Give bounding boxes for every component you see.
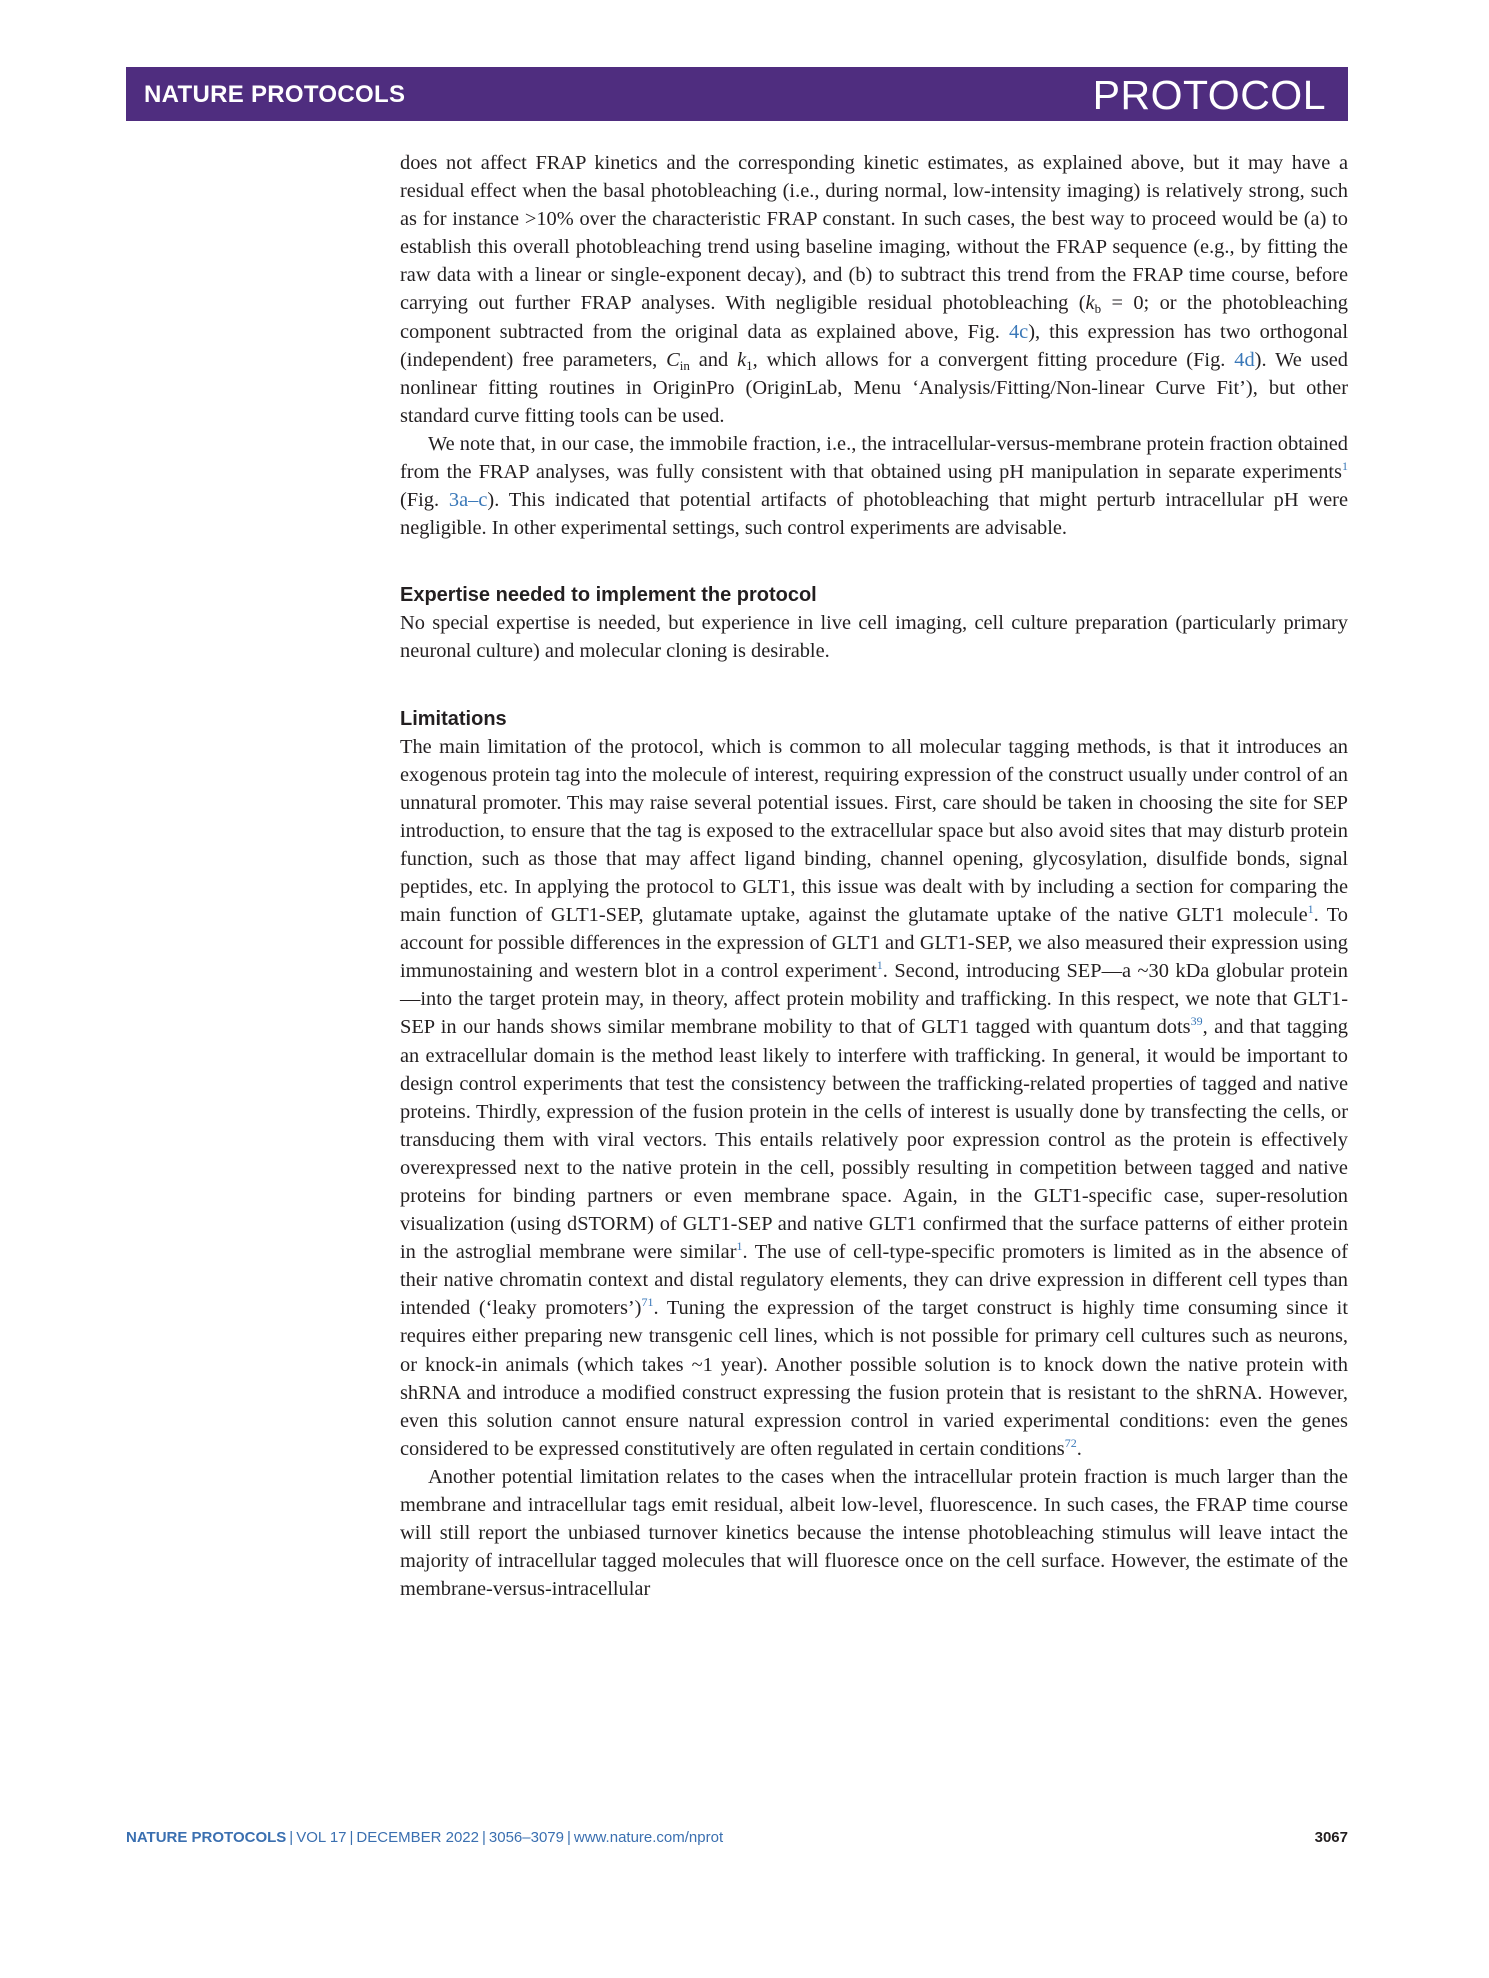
citation-link[interactable]: 1	[1307, 902, 1314, 917]
section-spacer	[400, 542, 1348, 581]
article-type-label: PROTOCOL	[1092, 72, 1326, 118]
citation-link[interactable]: 1	[736, 1239, 743, 1254]
paragraph-limitations-main: The main limitation of the protocol, which is common to all molecular tagging methods, is that it introduces an exogenous protein tag into the molecule of interest, requiring expression of the construct usually under control of an unnatural promoter. This may raise several potential issues. First, care should be taken in choosing the site for SEP introduction, to ensure that the tag is exposed to the extracellular space but also avoid sites that may disturb protein function, such as those that may affect ligand binding, channel opening, glycosylation, disulfide bonds, signal peptides, etc. In applying the protocol to GLT1, this issue was dealt with by including a section for comparing the main function of GLT1-SEP, glutamate uptake, against the glutamate uptake of the native GLT1 molecule$^1$. To account for possible differences in the expression of GLT1 and GLT1-SEP, we also measured their expression using immunostaining and western blot in a control experiment$^1$. Second, introducing SEP—a ~30 kDa globular protein—into the target protein may, in theory, affect protein mobility and trafficking. In this respect, we note that GLT1-SEP in our hands shows similar membrane mobility to that of GLT1 tagged with quantum dots$^{39}$, and that tagging an extracellular domain is the method least likely to interfere with trafficking. In general, it would be important to design control experiments that test the consistency between the trafficking-related properties of tagged and native proteins. Thirdly, expression of the fusion protein in the cells of interest is usually done by transfecting the cells, or transducing them with viral vectors. This entails relatively poor expression control as the protein is effectively overexpressed next to the native protein in the cell, possibly resulting in competition between tagged and native proteins for binding partners or even membrane space. Again, in the GLT1-specific case, super-resolution visualization (using dSTORM) of GLT1-SEP and native GLT1 confirmed that the surface patterns of either protein in the astroglial membrane were similar$^1$. The use of cell-type-specific promoters is limited as in the absence of their native chromatin context and distal regulatory elements, they can drive expression in different cell types than intended (‘leaky promoters’)$^{71}$. Tuning the expression of the target construct is highly time consuming since it requires either preparing new transgenic cell lines, which is not possible for primary cell cultures such as neurons, or knock-in animals (which takes ~1 year). Another possible solution is to knock down the native protein with shRNA and introduce a modified construct expressing the fusion protein that is resistant to the shRNA. However, even this solution cannot ensure natural expression control in varied experimental conditions: even the genes considered to be expressed constitutively are often regulated in certain conditions$^{72}$.	[400, 735, 1348, 1460]
citation-link[interactable]: 39	[1190, 1014, 1203, 1029]
section-spacer	[400, 666, 1348, 705]
footer-pages: 3056–3079	[488, 1829, 564, 1846]
paragraph-photobleaching: does not affect FRAP kinetics and the corresponding kinetic estimates, as explained above, but it may have a residual effect when the basal photobleaching (i.e., during normal, low-intensity imaging) is relatively strong, such as for instance >10% over the characteristic FRAP constant. In such cases, the best way to proceed would be (a) to establish this overall photobleaching trend using baseline imaging, without the FRAP sequence (e.g., by fitting the raw data with a linear or single-exponent decay), and (b) to subtract this trend from the FRAP time course, before carrying out further FRAP analyses. With negligible residual photobleaching ($k_b = 0$; or the photobleaching component subtracted from the original data as explained above, Fig. 4c), this expression has two orthogonal (independent) free parameters, $C_{in}$ and $k_1$, which allows for a convergent fitting procedure (Fig. 4d). We used nonlinear fitting routines in OriginPro (OriginLab, Menu ‘Analysis/Fitting/Non-linear Curve Fit’), but other standard curve fitting tools can be used.	[400, 152, 1349, 427]
footer-separator: |	[481, 1829, 486, 1846]
footer-volume: VOL 17	[296, 1829, 347, 1846]
citation-link[interactable]: 71	[641, 1295, 654, 1310]
footer-url-link[interactable]: www.nature.com/nprot	[573, 1829, 724, 1846]
section-heading-expertise: Expertise needed to implement the protocol	[400, 584, 817, 607]
journal-name: NATURE PROTOCOLS	[144, 81, 406, 108]
footer-separator: |	[289, 1829, 294, 1846]
page-number: 3067	[1314, 1829, 1348, 1846]
paragraph-limitations-intracellular: Another potential limitation relates to the cases when the intracellular protein fraction is much larger than the membrane and intracellular tags emit residual, albeit low-level, fluorescence. In such cases, the FRAP time course will still report the unbiased turnover kinetics because the intense photobleaching stimulus will leave intact the majority of intracellular tagged molecules that will fluoresce once on the cell surface. However, the estimate of the membrane-versus-intracellular	[400, 1465, 1348, 1601]
paragraph-immobile-fraction: We note that, in our case, the immobile fraction, i.e., the intracellular-versus-membrane protein fraction obtained from the FRAP analyses, was fully consistent with that obtained using pH manipulation in separate experiments$^1$ (Fig. 3a–c). This indicated that potential artifacts of photobleaching that might perturb intracellular pH were negligible. In other experimental settings, such control experiments are advisable.	[400, 432, 1348, 540]
footer-separator: |	[566, 1829, 571, 1846]
header-bar	[126, 67, 1348, 121]
figure-link-4c[interactable]: 4c	[1008, 320, 1029, 343]
footer-separator: |	[349, 1829, 354, 1846]
footer-date: DECEMBER 2022	[356, 1829, 479, 1846]
citation-link[interactable]: 72	[1064, 1435, 1077, 1450]
paragraph-expertise: No special expertise is needed, but experience in live cell imaging, cell culture preparation (particularly primary neuronal culture) and molecular cloning is desirable.	[400, 612, 1348, 663]
figure-link-4d[interactable]: 4d	[1234, 348, 1255, 371]
citation-link[interactable]: 1	[876, 958, 883, 973]
main-content	[400, 149, 1348, 1603]
page-footer	[126, 1829, 1348, 1846]
figure-link-3a-c[interactable]: 3a–c	[448, 489, 488, 512]
section-heading-limitations: Limitations	[400, 707, 507, 730]
citation-link[interactable]: 1	[1342, 459, 1348, 474]
footer-journal: NATURE PROTOCOLS	[126, 1829, 287, 1846]
